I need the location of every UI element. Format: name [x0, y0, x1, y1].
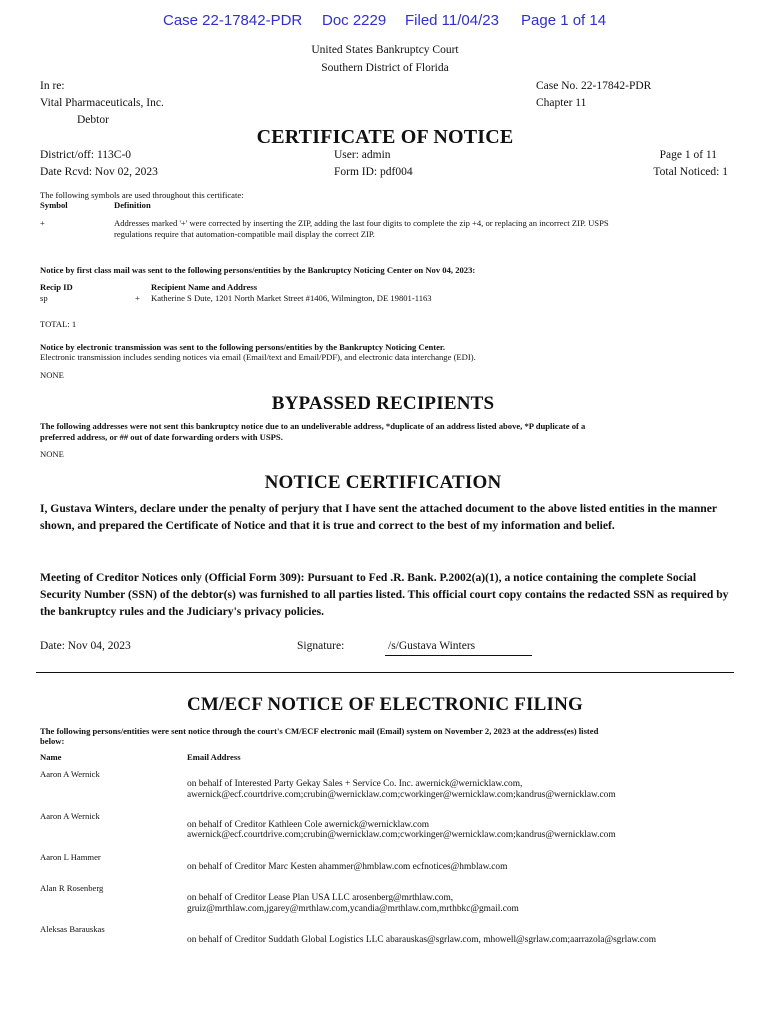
- bypassed-text: The following addresses were not sent this bankruptcy notice due to an undeliverable address, *duplicate of an address listed above, *P duplicate of a: [40, 421, 586, 431]
- signature-line: [385, 655, 532, 656]
- signature-label: Signature:: [297, 640, 345, 652]
- debtor-label: Debtor: [77, 114, 109, 126]
- certification-title: NOTICE CERTIFICATION: [264, 472, 502, 493]
- filing-doc-number: Doc 2229: [322, 12, 387, 29]
- meta-page: Page 1 of 11: [659, 149, 717, 161]
- first-class-total: TOTAL: 1: [40, 319, 77, 329]
- section-divider: [36, 672, 734, 673]
- ssn-statement: Meeting of Creditor Notices only (Official Form 309): Pursuant to Fed .R. Bank. P.2002(a)(1), a notice containing the complete Social Security Number (SSN) of the debtor(s) was furnished to all parties listed. This official court copy contains the redacted SSN as required by the bankruptcy rules and the Judiciary's privacy policies.: [40, 571, 729, 618]
- email-line: on behalf of Creditor Lease Plan USA LLC arosenberg@mrthlaw.com,: [187, 893, 454, 903]
- in-re-label: In re:: [40, 80, 65, 92]
- cmecf-title: CM/ECF NOTICE OF ELECTRONIC FILING: [187, 694, 583, 715]
- first-class-heading: Notice by first class mail was sent to the following persons/entities by the Bankruptcy Noticing Center on Nov 04, 2023:: [40, 265, 476, 275]
- email-line: on behalf of Interested Party Gekay Sales + Service Co. Inc. awernick@wernicklaw.com,: [187, 779, 523, 789]
- bypassed-none: NONE: [40, 449, 64, 459]
- electronic-none: NONE: [40, 370, 64, 380]
- debtor-name: Vital Pharmaceuticals, Inc.: [40, 97, 164, 109]
- form-id: Form ID: pdf004: [334, 166, 413, 178]
- electronic-note: Electronic transmission includes sending notices via email (Email/text and Email/PDF), and electronic data interchange (EDI).: [40, 352, 476, 362]
- filing-page-count: Page 1 of 14: [521, 12, 607, 29]
- recip-id: sp: [40, 293, 48, 303]
- symbol-plus: +: [40, 218, 45, 228]
- filing-date: Filed 11/04/23: [405, 12, 499, 29]
- cmecf-intro: The following persons/entities were sent notice through the court's CM/ECF electronic mail (Email) system on November 2, 2023 at the address(es) listed: [40, 726, 599, 736]
- attorney-name: Aaron L Hammer: [40, 852, 101, 862]
- total-noticed: Total Noticed: 1: [653, 166, 728, 178]
- email-line: on behalf of Creditor Suddath Global Logistics LLC abarauskas@sgrlaw.com, mhowell@sgrlaw.com;aarrazola@sgrlaw.com: [187, 935, 656, 945]
- certificate-title: CERTIFICATE OF NOTICE: [256, 126, 514, 148]
- name-column-header: Name: [40, 752, 62, 762]
- case-number: Case No. 22-17842-PDR: [536, 80, 652, 92]
- attorney-name: Aleksas Barauskas: [40, 924, 105, 934]
- district-office: District/off: 113C-0: [40, 149, 132, 161]
- recip-correction-mark: +: [135, 293, 140, 303]
- court-district: Southern District of Florida: [321, 62, 449, 74]
- electronic-heading: Notice by electronic transmission was sent to the following persons/entities by the Bankruptcy Noticing Center.: [40, 342, 446, 352]
- filing-case-number: Case 22-17842-PDR: [163, 12, 303, 29]
- attorney-name: Alan R Rosenberg: [40, 883, 104, 893]
- user: User: admin: [334, 149, 391, 161]
- attorney-name: Aaron A Wernick: [40, 769, 100, 779]
- signature: /s/Gustava Winters: [388, 640, 476, 652]
- cmecf-intro: below:: [40, 736, 65, 746]
- bypassed-text: preferred address, or ## out of date forwarding orders with USPS.: [40, 432, 283, 442]
- email-line: gruiz@mrthlaw.com,jgarey@mrthlaw.com,ycandia@mrthlaw.com,mrthbkc@gmail.com: [187, 904, 519, 914]
- bypassed-title: BYPASSED RECIPIENTS: [271, 393, 495, 414]
- symbol-definition-line: Addresses marked '+' were corrected by inserting the ZIP, adding the last four digits to complete the zip +4, or replacing an incorrect ZIP. USPS: [114, 218, 609, 228]
- email-line: awernick@ecf.courtdrive.com;crubin@wernicklaw.com;cworkinger@wernicklaw.com;kandrus@wernicklaw.com: [187, 790, 616, 800]
- attorney-name: Aaron A Wernick: [40, 811, 100, 821]
- email-line: on behalf of Creditor Marc Kesten ahammer@hmblaw.com ecfnotices@hmblaw.com: [187, 862, 508, 872]
- date-received: Date Rcvd: Nov 02, 2023: [40, 166, 158, 178]
- symbols-intro: The following symbols are used throughout this certificate:: [40, 190, 244, 200]
- symbol-definition-line: regulations require that automation-compatible mail display the correct ZIP.: [114, 229, 375, 239]
- recipient-address: Katherine S Dute, 1201 North Market Street #1406, Wilmington, DE 19801-1163: [151, 293, 432, 303]
- certification-declaration: I, Gustava Winters, declare under the penalty of perjury that I have sent the attached document to the above listed entities in the manner shown, and prepared the Certificate of Notice and that it is true and correct to the best of my information and belief.: [40, 502, 717, 532]
- email-line: awernick@ecf.courtdrive.com;crubin@wernicklaw.com;cworkinger@wernicklaw.com;kandrus@wernicklaw.com: [187, 830, 616, 840]
- recip-id-header: Recip ID: [40, 282, 73, 292]
- email-column-header: Email Address: [187, 752, 241, 762]
- recipient-header: Recipient Name and Address: [151, 282, 258, 292]
- definition-column-header: Definition: [114, 200, 151, 210]
- symbol-column-header: Symbol: [40, 200, 68, 210]
- court-name: United States Bankruptcy Court: [311, 44, 459, 56]
- email-line: on behalf of Creditor Kathleen Cole awernick@wernicklaw.com: [187, 820, 430, 830]
- certification-date: Date: Nov 04, 2023: [40, 640, 131, 652]
- chapter: Chapter 11: [536, 97, 587, 109]
